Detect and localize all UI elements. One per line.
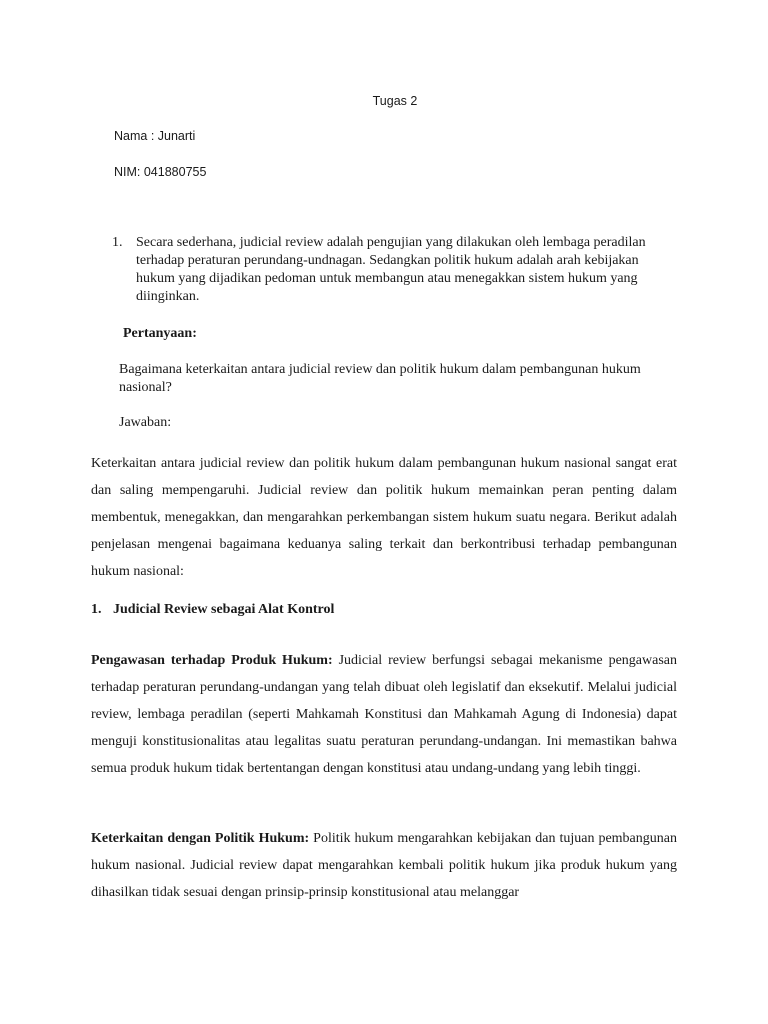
- paragraph-text: Politik hukum mengarahkan kebijakan dan tujuan pembangunan hukum nasional. Judicial review dapat mengarahkan kembali politik hukum jika produk hukum yang dihasilkan tidak sesuai dengan prinsip-prinsip konstitusional atau melanggar: [91, 831, 677, 900]
- student-nim: NIM: 041880755: [114, 165, 207, 179]
- document-title: Tugas 2: [372, 94, 418, 108]
- paragraph-text: Judicial review berfungsi sebagai mekanisme pengawasan terhadap peraturan perundang-undangan yang telah dibuat oleh legislatif dan eksekutif. Melalui judicial review, lembaga peradilan (seperti Mahkamah Konstitusi dan Mahkamah Agung di Indonesia) dapat menguji konstitusionalitas atau legalitas suatu peraturan perundang-undangan. Ini memastikan bahwa semua produk hukum tidak bertentangan dengan konstitusi atau undang-undang yang lebih tinggi.: [91, 653, 677, 776]
- paragraph-lead: Pengawasan terhadap Produk Hukum:: [91, 653, 333, 668]
- pertanyaan-text: Bagaimana keterkaitan antara judicial review dan politik hukum dalam pembangunan hukum nasional?: [119, 362, 641, 395]
- jawaban-label: Jawaban:: [119, 415, 172, 430]
- question-number: 1.: [112, 235, 123, 250]
- paragraph-lead: Keterkaitan dengan Politik Hukum:: [91, 831, 310, 846]
- paragraph-pengawasan: [91, 647, 677, 782]
- section-number: 1.: [91, 602, 102, 617]
- student-name: Nama : Junarti: [114, 129, 196, 143]
- section-heading: [91, 602, 334, 618]
- question-text: Secara sederhana, judicial review adalah pengujian yang dilakukan oleh lembaga peradilan terhadap peraturan perundang-undnagan. Sedangkan politik hukum adalah arah kebijakan hukum yang dijadikan pedoman untuk membangun atau menegakkan sistem hukum yang diinginkan.: [136, 235, 646, 304]
- pertanyaan-label: Pertanyaan:: [123, 326, 197, 341]
- section-heading-text: Judicial Review sebagai Alat Kontrol: [113, 602, 335, 617]
- paragraph-keterkaitan: [91, 825, 677, 906]
- answer-intro: Keterkaitan antara judicial review dan politik hukum dalam pembangunan hukum nasional sangat erat dan saling mempengaruhi. Judicial review dan politik hukum memainkan peran penting dalam membentuk, menegakkan, dan mengarahkan perkembangan sistem hukum suatu negara. Berikut adalah penjelasan mengenai bagaimana keduanya saling terkait dan berkontribusi terhadap pembangunan hukum nasional:: [91, 456, 677, 579]
